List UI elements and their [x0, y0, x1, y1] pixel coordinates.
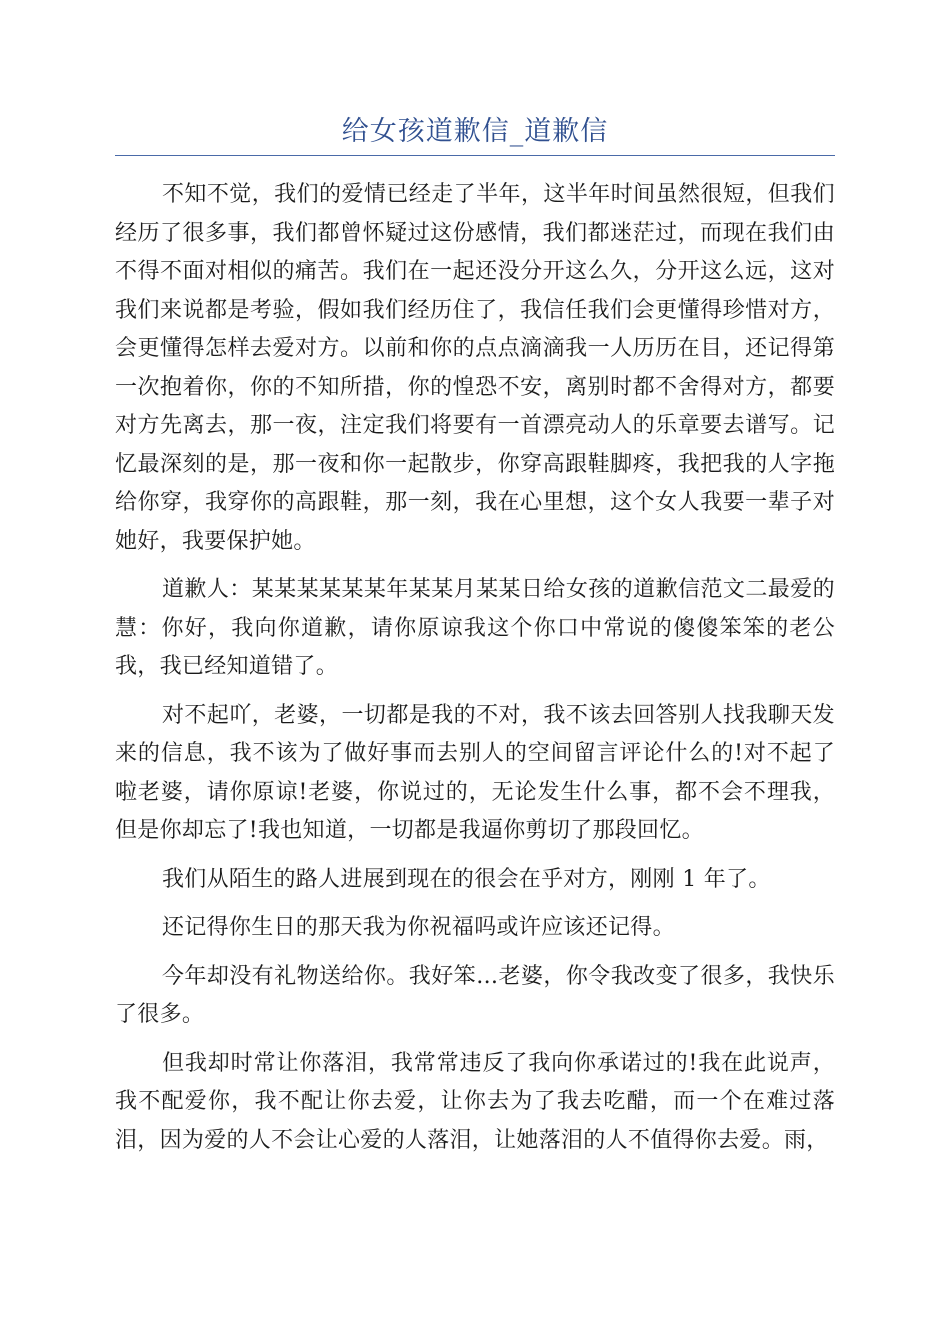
- document-body: [115, 176, 835, 1170]
- paragraph: 道歉人：某某某某某某年某某月某某日给女孩的道歉信范文二最爱的慧：你好，我向你道歉，请你原谅我这个你口中常说的傻傻笨笨的老公我，我已经知道错了。: [115, 577, 835, 679]
- paragraph: 我们从陌生的路人进展到现在的很会在乎对方，刚刚 1 年了。: [162, 866, 771, 892]
- paragraph: 还记得你生日的那天我为你祝福吗或许应该还记得。: [162, 915, 675, 940]
- paragraph: 但我却时常让你落泪，我常常违反了我向你承诺过的!我在此说声，我不配爱你，我不配让你去爱，让你去为了我去吃醋，而一个在难过落泪，因为爱的人不会让心爱的人落泪，让她落泪的人不值得你去爱。雨，: [115, 1050, 835, 1153]
- title-underline-rule: [115, 155, 835, 156]
- paragraph: 对不起吖，老婆，一切都是我的不对，我不该去回答别人找我聊天发来的信息，我不该为了做好事而去别人的空间留言评论什么的!对不起了啦老婆，请你原谅!老婆，你说过的，无论发生什么事，都不会不理我，但是你却忘了!我也知道，一切都是我逼你剪切了那段回忆。: [115, 702, 835, 843]
- paragraph: 不知不觉，我们的爱情已经走了半年，这半年时间虽然很短，但我们经历了很多事，我们都曾怀疑过这份感情，我们都迷茫过，而现在我们由不得不面对相似的痛苦。我们在一起还没分开这么久，分开这么远，这对我们来说都是考验，假如我们经历住了，我信任我们会更懂得珍惜对方，会更懂得怎样去爱对方。以前和你的点点滴滴我一人历历在目，还记得第一次抱着你，你的不知所措，你的惶恐不安，离别时都不舍得对方，都要对方先离去，那一夜，注定我们将要有一首漂亮动人的乐章要去谱写。记忆最深刻的是，那一夜和你一起散步，你穿高跟鞋脚疼，我把我的人字拖给你穿，我穿你的高跟鞋，那一刻，我在心里想，这个女人我要一辈子对她好，我要保护她。: [115, 182, 835, 554]
- document-title: 给女孩道歉信_道歉信: [341, 116, 609, 147]
- paragraph: 今年却没有礼物送给你。我好笨…老婆，你令我改变了很多，我快乐了很多。: [115, 963, 835, 1027]
